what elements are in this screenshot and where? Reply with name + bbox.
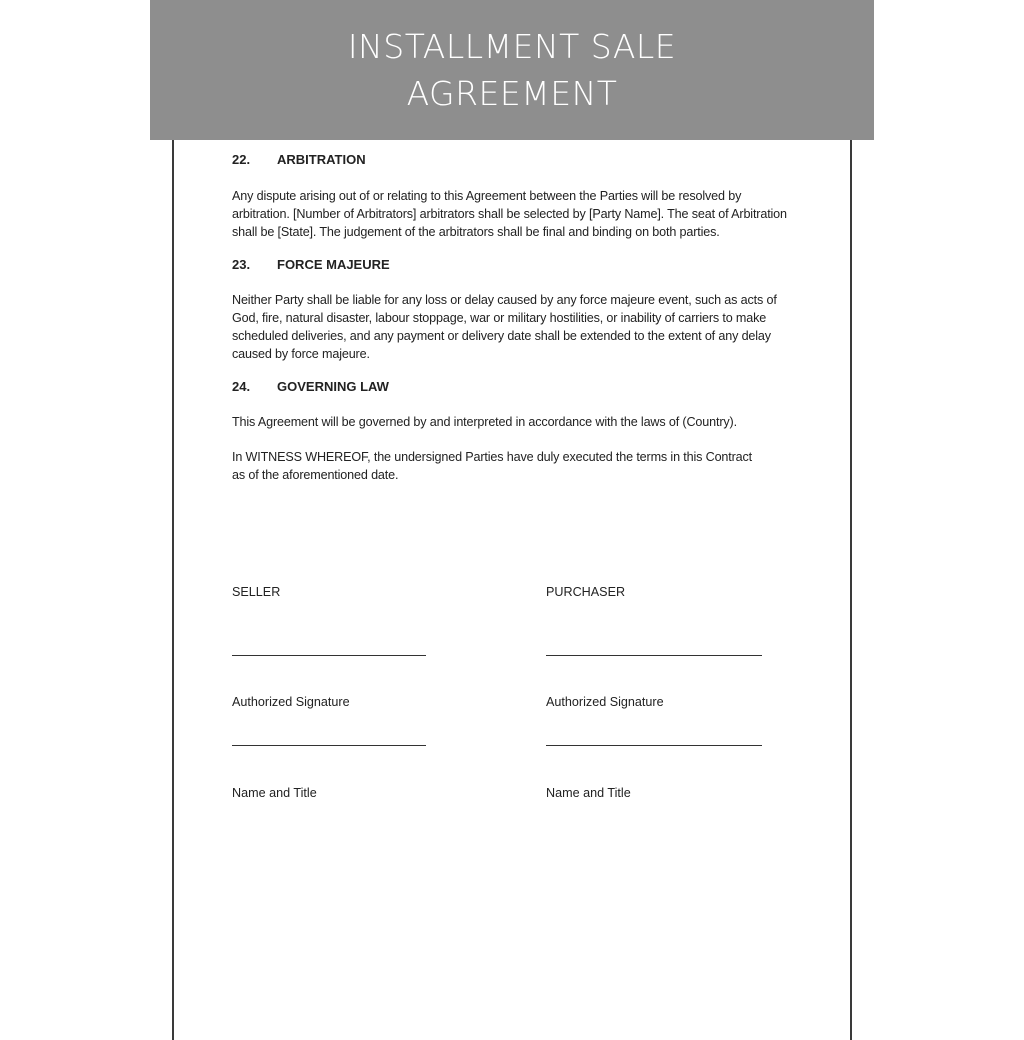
title-banner [150, 0, 874, 140]
document-body [232, 150, 802, 484]
section-heading-force-majeure [232, 255, 802, 275]
purchaser-authorized-signature-label: Authorized Signature [546, 695, 664, 709]
purchaser-label: PURCHASER [546, 585, 626, 599]
title-line-2: AGREEMENT [406, 74, 618, 113]
section-title: GOVERNING LAW [277, 379, 389, 394]
section-title: FORCE MAJEURE [277, 257, 390, 272]
arbitration-paragraph: Any dispute arising out of or relating to this Agreement between the Parties will be resolved by arbitration. [Number of Arbitrators] arbitrators shall be selected by [Party Name]. The seat of Arbitration shall be [State]. The judgement of the arbitrators shall be final and binding on both parties. [232, 189, 787, 239]
witness-paragraph: In WITNESS WHEREOF, the undersigned Parties have duly executed the terms in this Contract as of the aforementioned date. [232, 450, 753, 482]
seller-signature-line[interactable] [232, 655, 426, 656]
force-majeure-paragraph: Neither Party shall be liable for any loss or delay caused by any force majeure event, such as acts of God, fire, natural disaster, labour stoppage, war or military hostilities, or inability of carriers to make scheduled deliveries, and any payment or delivery date shall be extended to the extent of any delay caused by force majeure. [232, 293, 777, 361]
section-heading-governing-law [232, 377, 802, 397]
section-number: 23. [232, 257, 251, 272]
section-number: 24. [232, 379, 251, 394]
title-line-1: INSTALLMENT SALE [347, 27, 677, 66]
seller-authorized-signature-label: Authorized Signature [232, 695, 350, 709]
seller-label: SELLER [232, 585, 281, 599]
seller-name-title-line[interactable] [232, 745, 426, 746]
seller-name-title-label: Name and Title [232, 786, 317, 800]
section-title: ARBITRATION [277, 152, 366, 167]
purchaser-signature-line[interactable] [546, 655, 762, 656]
purchaser-name-title-label: Name and Title [546, 786, 631, 800]
seller-signature-block [232, 585, 432, 815]
section-number: 22. [232, 152, 251, 167]
purchaser-name-title-line[interactable] [546, 745, 762, 746]
section-heading-arbitration [232, 150, 802, 170]
governing-law-paragraph: This Agreement will be governed by and interpreted in accordance with the laws of (Country). [232, 415, 737, 429]
purchaser-signature-block [546, 585, 766, 815]
